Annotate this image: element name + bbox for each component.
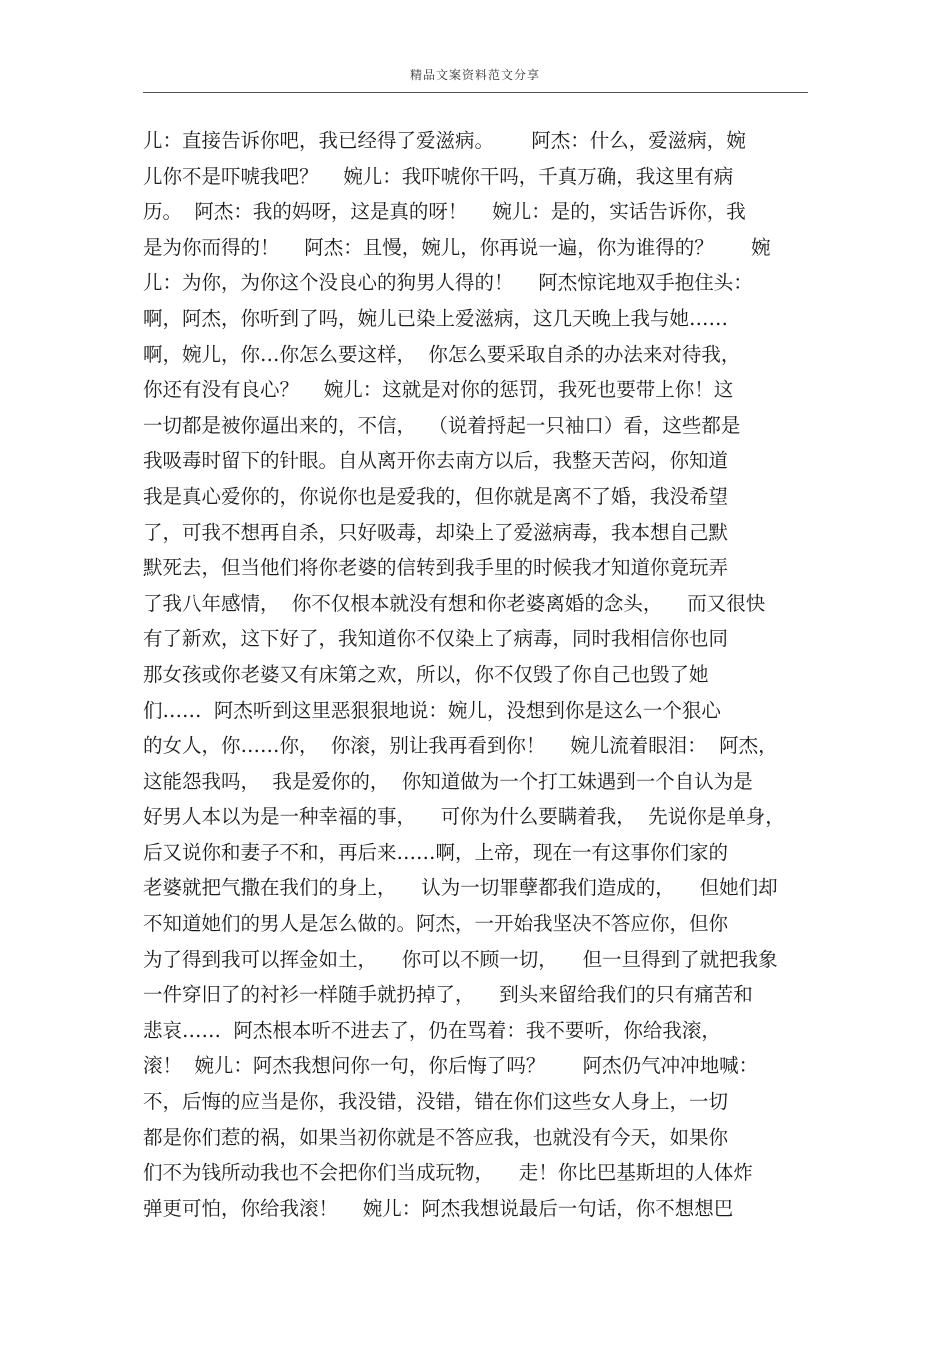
header-divider [143,92,808,93]
text-line: 弹更可怕，你给我滚！ 婉儿：阿杰我想说最后一句话，你不想想巴 [143,1196,734,1220]
text-line: 我吸毒时留下的针眼。自从离开你去南方以后，我整天苦闷，你知道 [143,449,729,473]
text-line: 啊，婉儿，你…你怎么要这样， 你怎么要采取自杀的办法来对待我， [143,342,741,366]
text-line: 儿你不是吓唬我吧？ 婉儿：我吓唬你干吗，千真万确，我这里有病 [143,164,734,188]
text-line: 我是真心爱你的，你说你也是爱我的，但你就是离不了婚，我没希望 [143,484,729,508]
text-line: 都是你们惹的祸，如果当初你就是不答应我，也就没有今天，如果你 [143,1125,729,1149]
text-line: 那女孩或你老婆又有床第之欢，所以，你不仅毁了你自己也毁了她 [143,662,709,686]
page-header-title: 精品文案资料范文分享 [409,68,540,82]
text-line: 历。 阿杰：我的妈呀，这是真的呀！ 婉儿：是的，实话告诉你，我 [143,200,746,224]
text-line: 了，可我不想再自杀，只好吸毒，却染上了爱滋病毒，我本想自己默 [143,520,729,544]
body-text [143,123,823,1226]
text-line: 为了得到我可以挥金如土， 你可以不顾一切， 但一旦得到了就把我象 [143,947,778,971]
text-line: 一切都是被你逼出来的，不信， （说着捋起一只袖口）看，这些都是 [143,413,741,437]
text-line: 有了新欢，这下好了，我知道你不仅染上了病毒，同时我相信你也同 [143,627,729,651]
text-line: 儿：为你，为你这个没良心的狗男人得的！ 阿杰惊诧地双手抱住头： [143,271,753,295]
text-line: 悲哀…… 阿杰根本听不进去了，仍在骂着：我不要听，你给我滚， [143,1018,721,1042]
text-line: 这能怨我吗， 我是爱你的， 你知道做为一个打工妹遇到一个自认为是 [143,769,753,793]
text-line: 不知道她们的男人是怎么做的。阿杰，一开始我坚决不答应你，但你 [143,912,729,936]
text-line: 们…… 阿杰听到这里恶狠狠地说：婉儿，没想到你是这么一个狠心 [143,698,721,722]
text-line: 儿：直接告诉你吧，我已经得了爱滋病。 阿杰：什么，爱滋病，婉 [143,129,746,152]
text-line: 了我八年感情， 你不仅根本就没有想和你老婆离婚的念头， 而又很快 [143,591,766,615]
text-line: 一件穿旧了的衬衫一样随手就扔掉了， 到头来留给我们的只有痛苦和 [143,983,753,1007]
text-line: 老婆就把气撒在我们的身上， 认为一切罪孽都我们造成的， 但她们却 [143,876,778,900]
text-line: 的女人，你……你， 你滚，别让我再看到你！ 婉儿流着眼泪： 阿杰， [143,734,778,758]
text-line: 滚！ 婉儿：阿杰我想问你一句，你后悔了吗？ 阿杰仍气冲冲地喊： [143,1054,759,1078]
text-line: 不，后悔的应当是你，我没错，没错，错在你们这些女人身上，一切 [143,1090,729,1114]
text-line: 你还有没有良心？ 婉儿：这就是对你的惩罚，我死也要带上你！这 [143,378,734,402]
text-line: 好男人本以为是一种幸福的事， 可你为什么要瞒着我， 先说你是单身， [143,805,785,829]
text-line: 后又说你和妻子不和，再后来……啊，上帝，现在一有这事你们家的 [143,840,729,864]
text-line: 啊，阿杰，你听到了吗，婉儿已染上爱滋病，这几天晚上我与她…… [143,306,729,330]
text-line: 们不为钱所动我也不会把你们当成玩物， 走！你比巴基斯坦的人体炸 [143,1161,753,1185]
text-line: 是为你而得的！ 阿杰：且慢，婉儿，你再说一遍，你为谁得的？ 婉 [143,235,771,259]
text-line: 默死去，但当他们将你老婆的信转到我手里的时候我才知道你竟玩弄 [143,556,729,580]
